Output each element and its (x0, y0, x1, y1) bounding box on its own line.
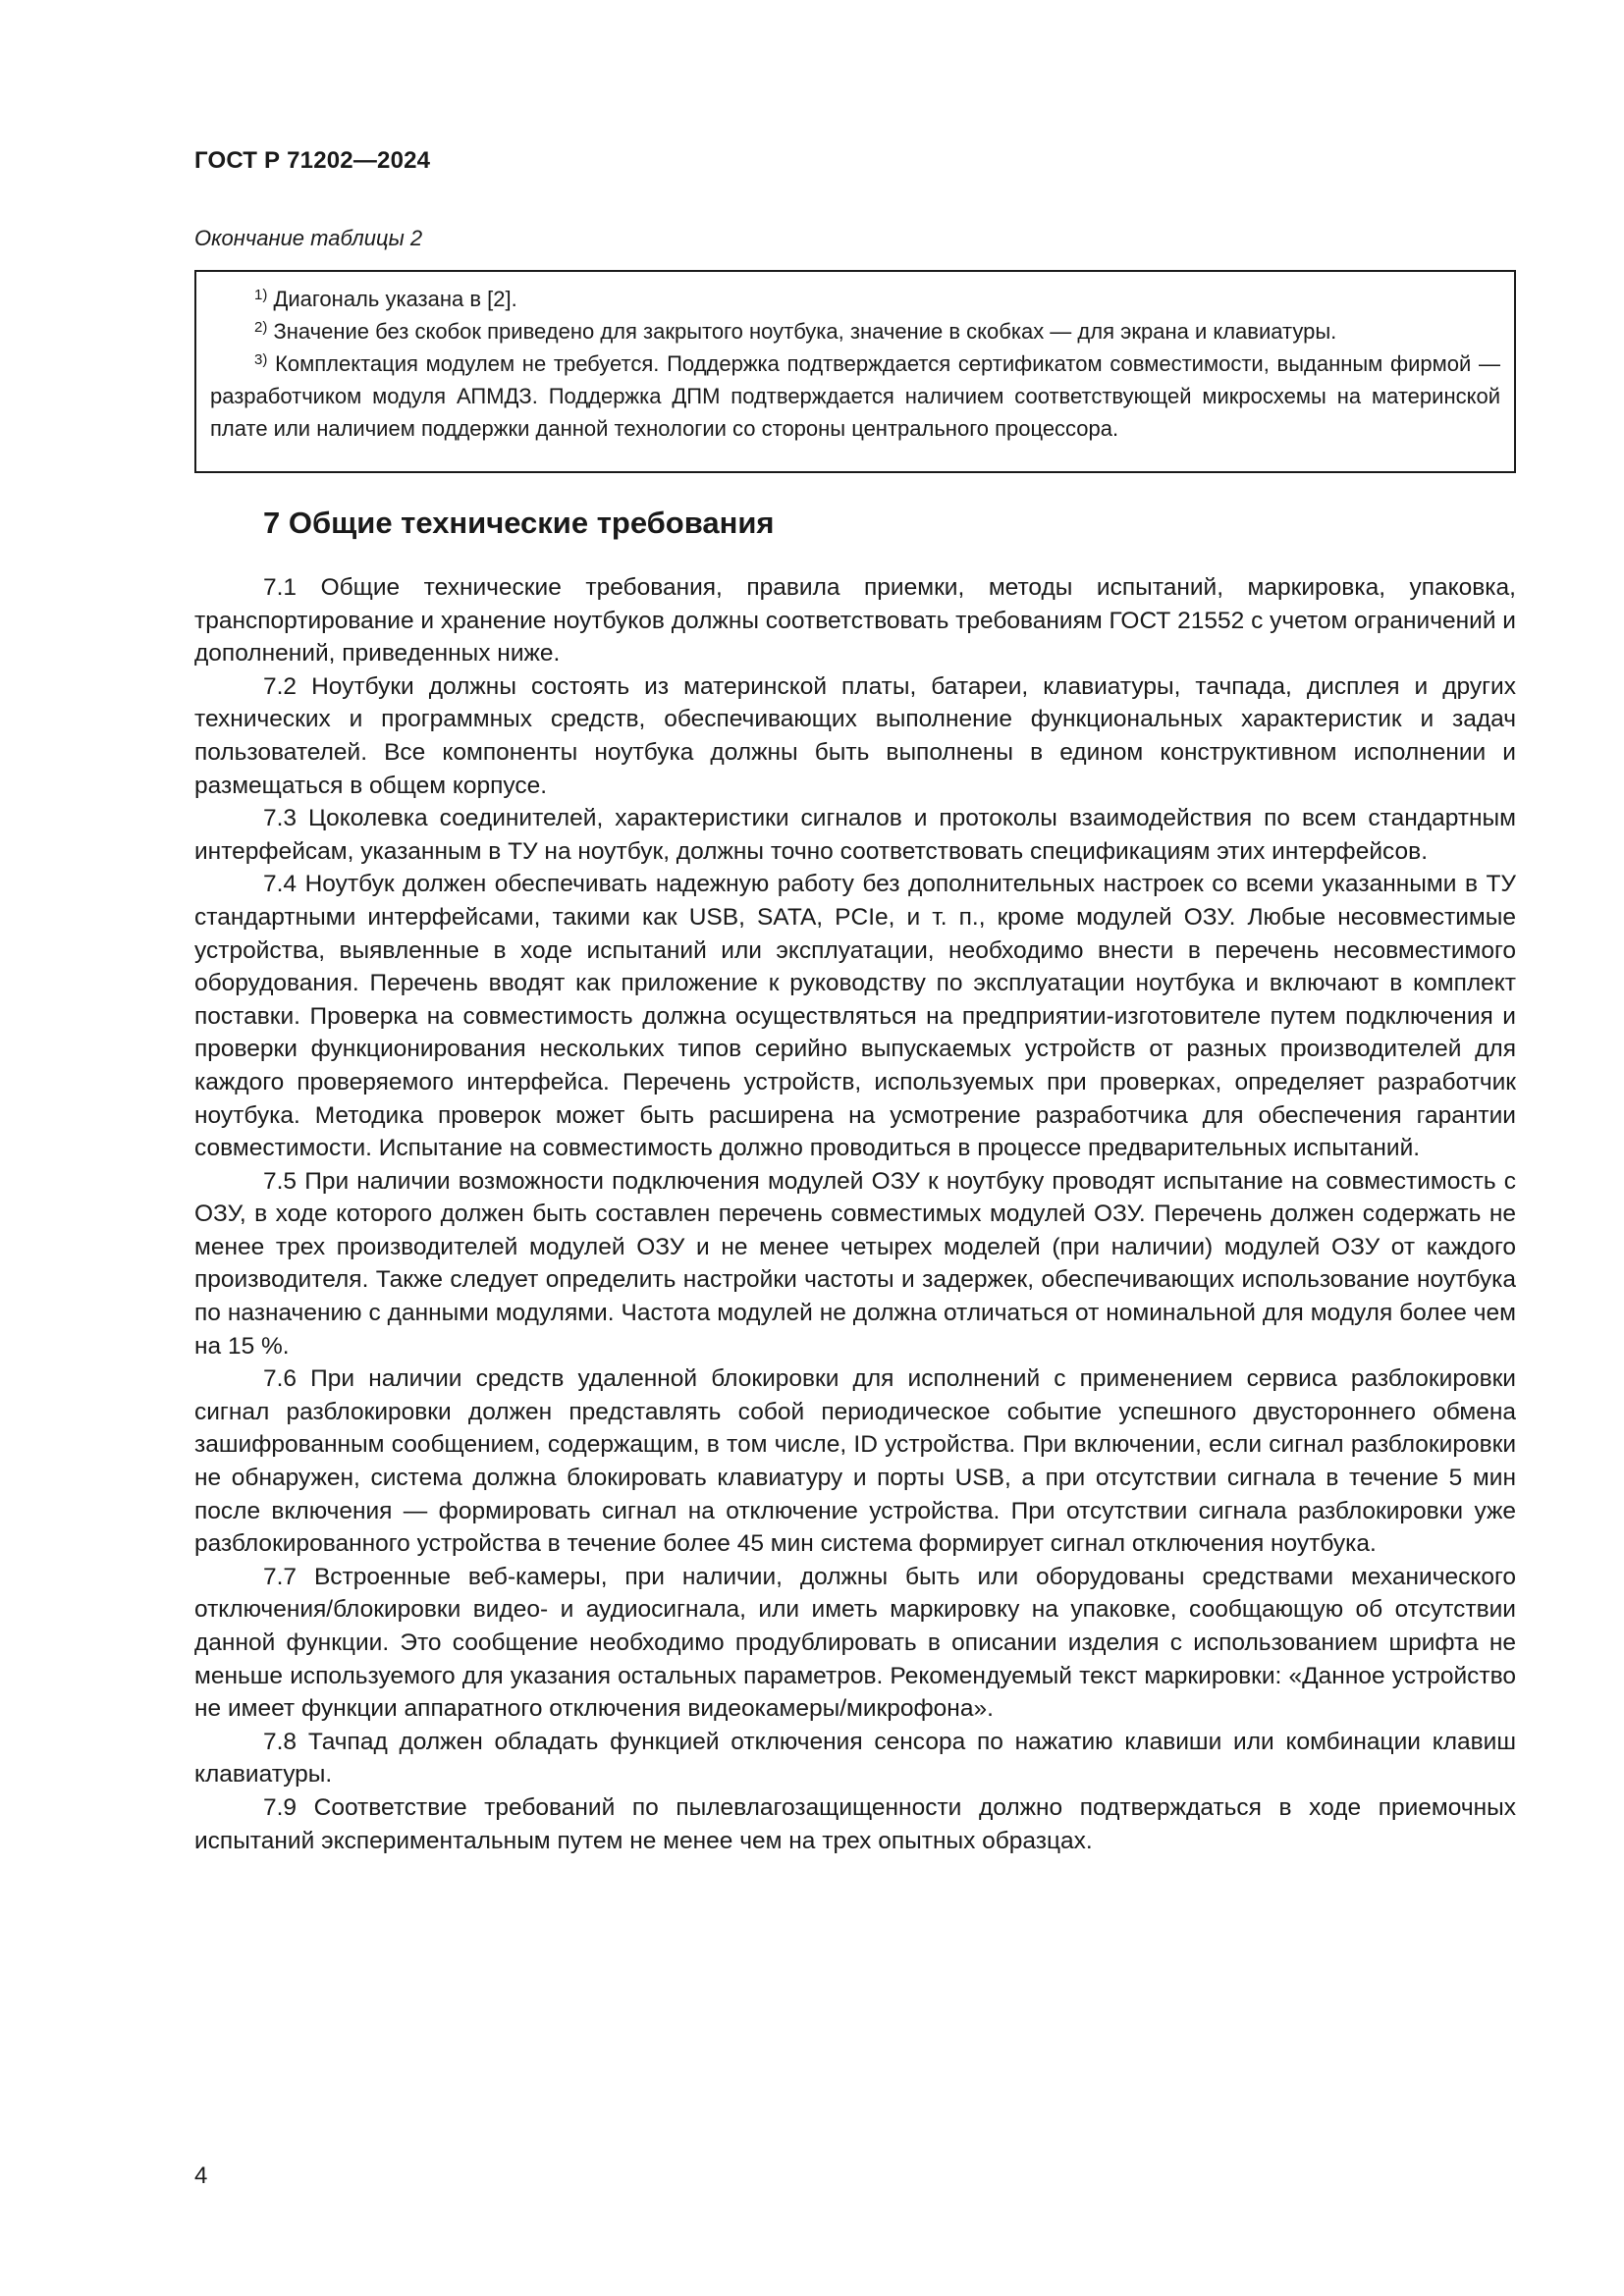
section-heading: 7 Общие технические требования (263, 506, 775, 540)
footnote-2 (210, 315, 1500, 347)
table-footnotes-box (194, 270, 1516, 473)
paragraph-7-9: 7.9 Соответствие требований по пылевлагозащищенности должно подтверждаться в ходе приемочных испытаний экспериментальным путем не менее чем на трех опытных образцах. (194, 1793, 1516, 1854)
table-continuation-caption: Окончание таблицы 2 (194, 226, 423, 250)
footnote-1 (210, 283, 1500, 315)
document-code-header: ГОСТ Р 71202—2024 (194, 147, 431, 174)
footnote-marker: 1) (254, 287, 268, 303)
footnote-marker: 2) (254, 319, 268, 336)
paragraph-7-5: 7.5 При наличии возможности подключения модулей ОЗУ к ноутбуку проводят испытание на совместимость с ОЗУ, в ходе которого должен быть составлен перечень совместимых модулей ОЗУ. Перечень должен содержать не менее трех производителей модулей ОЗУ и не менее четырех моделей (при наличии) модулей ОЗУ от каждого производителя. Также следует определить настройки частоты и задержек, обеспечивающих использование ноутбука по назначению с данными модулями. Частота модулей не должна отличаться от номинальной для модуля более чем на 15 %. (194, 1167, 1516, 1360)
paragraph-7-3: 7.3 Цоколевка соединителей, характеристики сигналов и протоколы взаимодействия по всем стандартным интерфейсам, указанным в ТУ на ноутбук, должны точно соответствовать спецификациям этих интерфейсов. (194, 805, 1516, 865)
footnote-3 (210, 347, 1500, 445)
paragraph-7-4: 7.4 Ноутбук должен обеспечивать надежную работу без дополнительных настроек со всеми указанными в ТУ стандартными интерфейсами, такими как USB, SATA, PCIe, и т. п., кроме модулей ОЗУ. Любые несовместимые устройства, выявленные в ходе испытаний или эксплуатации, необходимо внести в перечень несовместимого оборудования. Перечень вводят как приложение к руководству по эксплуатации ноутбука и включают в комплект поставки. Проверка на совместимость должна осуществляться на предприятии-изготовителе путем подключения и проверки функционирования нескольких типов серийно выпускаемых устройств от разных производителей для каждого проверяемого интерфейса. Перечень устройств, используемых при проверках, определяет разработчик ноутбука. Методика проверок может быть расширена на усмотрение разработчика для обеспечения гарантии совместимости. Испытание на совместимость должно проводиться в процессе предварительных испытаний. (194, 871, 1516, 1162)
footnote-text: Диагональ указана в [2]. (273, 287, 517, 311)
page-number: 4 (194, 2163, 208, 2189)
footnote-text: Значение без скобок приведено для закрытого ноутбука, значение в скобках — для экрана и клавиатуры. (273, 319, 1337, 344)
footnote-text: Комплектация модулем не требуется. Поддержка подтверждается сертификатом совместимости, выданным фирмой — разработчиком модуля АПМДЗ. Поддержка ДПМ подтверждается наличием соответствующей микросхемы на материнской плате или наличием поддержки данной технологии со стороны центрального процессора. (210, 351, 1500, 441)
paragraph-7-1: 7.1 Общие технические требования, правила приемки, методы испытаний, маркировка, упаковка, транспортирование и хранение ноутбуков должны соответствовать требованиям ГОСТ 21552 с учетом ограничений и дополнений, приведенных ниже. (194, 574, 1516, 667)
section-body (194, 571, 1516, 1857)
paragraph-7-8: 7.8 Тачпад должен обладать функцией отключения сенсора по нажатию клавиши или комбинации клавиш клавиатуры. (194, 1728, 1516, 1789)
footnote-marker: 3) (254, 351, 268, 368)
paragraph-7-6: 7.6 При наличии средств удаленной блокировки для исполнений с применением сервиса разблокировки сигнал разблокировки должен представлять собой периодическое событие успешного двустороннего обмена зашифрованным сообщением, содержащим, в том числе, ID устройства. При включении, если сигнал разблокировки не обнаружен, система должна блокировать клавиатуру и порты USB, а при отсутствии сигнала в течение 5 мин после включения — формировать сигнал на отключение устройства. При отсутствии сигнала разблокировки уже разблокированного устройства в течение более 45 мин система формирует сигнал отключения ноутбука. (194, 1365, 1516, 1558)
paragraph-7-7: 7.7 Встроенные веб-камеры, при наличии, должны быть или оборудованы средствами механического отключения/блокировки видео- и аудиосигнала, или иметь маркировку на упаковке, сообщающую об отсутствии данной функции. Это сообщение необходимо продублировать в описании изделия с использованием шрифта не меньше используемого для указания остальных параметров. Рекомендуемый текст маркировки: «Данное устройство не имеет функции аппаратного отключения видеокамеры/микрофона». (194, 1563, 1516, 1723)
paragraph-7-2: 7.2 Ноутбуки должны состоять из материнской платы, батареи, клавиатуры, тачпада, дисплея и других технических и программных средств, обеспечивающих выполнение функциональных характеристик и задач пользователей. Все компоненты ноутбука должны быть выполнены в едином конструктивном исполнении и размещаться в общем корпусе. (194, 672, 1516, 799)
